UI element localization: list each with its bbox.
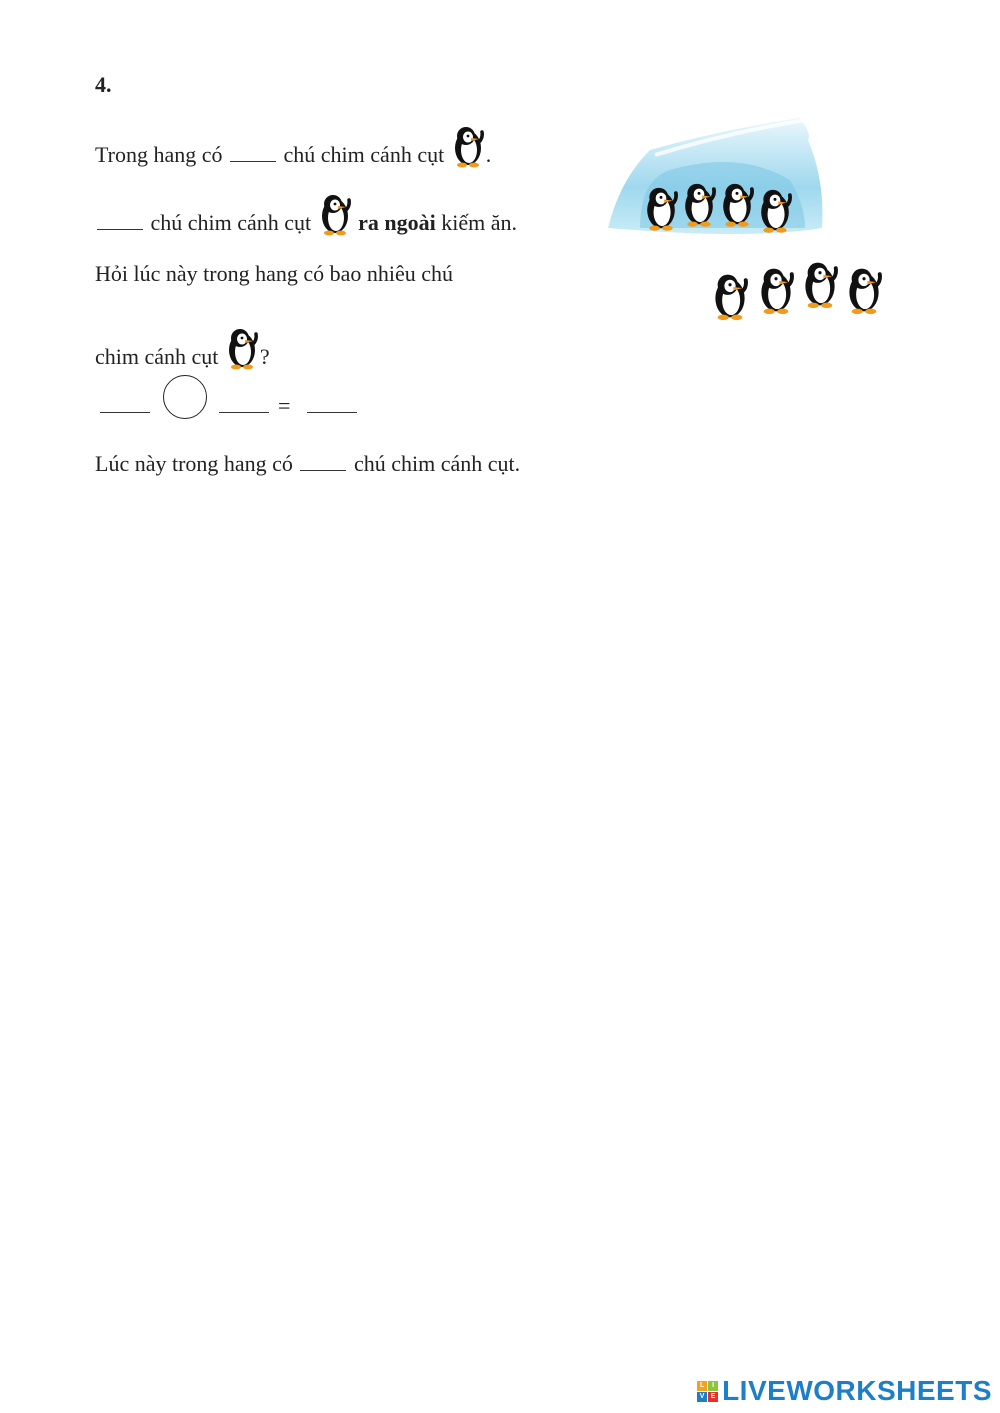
penguin-outside <box>849 269 880 314</box>
penguin-icon <box>452 124 484 168</box>
blank-answer[interactable] <box>300 452 346 471</box>
line2-bold-text: ra ngoài <box>358 210 436 235</box>
line1-after-text: chú chim cánh cụt <box>283 142 445 167</box>
answer-after-text: chú chim cánh cụt. <box>353 451 521 476</box>
logo-text: LIVEWORKSHEETS <box>722 1375 992 1406</box>
equation-blank-2[interactable] <box>219 412 269 413</box>
blank-penguins-out[interactable] <box>97 211 143 230</box>
line2-after-text: chú chim cánh cụt <box>150 210 312 235</box>
line2-end-text: kiếm ăn. <box>441 210 518 235</box>
question-line-2 <box>95 192 517 237</box>
operator-circle[interactable] <box>163 375 207 419</box>
question-line-3: Hỏi lúc này trong hang có bao nhiêu chú <box>95 261 454 286</box>
line4-text: chim cánh cụt <box>95 344 219 369</box>
liveworksheets-logo <box>697 1375 992 1407</box>
penguin-outside <box>715 275 746 320</box>
line1-end-text: . <box>485 142 492 167</box>
question-line-4 <box>95 326 270 371</box>
equals-sign: = <box>278 393 291 418</box>
penguin-outside <box>805 263 836 308</box>
question-number: 4. <box>95 72 112 97</box>
penguin-outside <box>761 269 792 314</box>
answer-before-text: Lúc này trong hang có <box>95 451 293 476</box>
line1-before-text: Trong hang có <box>95 142 223 167</box>
line4-end-text: ? <box>259 344 270 369</box>
equation-blank-result[interactable] <box>307 412 357 413</box>
blank-total-penguins[interactable] <box>230 143 276 162</box>
question-line-1 <box>95 124 491 169</box>
answer-line <box>95 450 520 478</box>
logo-icon: L I V E <box>697 1381 718 1402</box>
penguin-cave-illustration <box>600 110 900 340</box>
equation-blank-1[interactable] <box>100 412 150 413</box>
penguin-icon <box>319 192 351 236</box>
penguin-icon <box>226 326 258 370</box>
